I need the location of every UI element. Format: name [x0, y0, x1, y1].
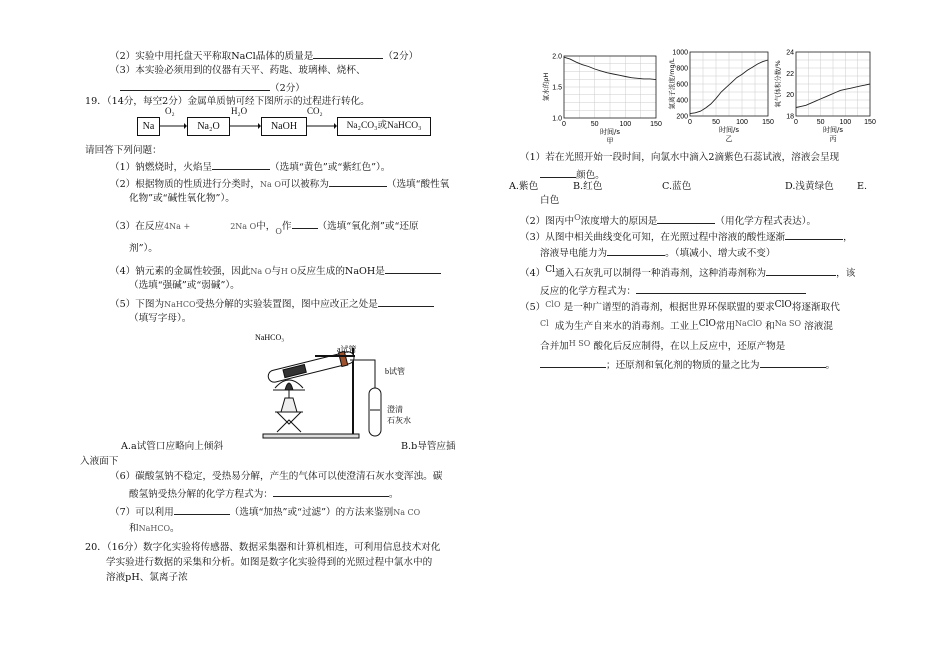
x-axis-label: 时间/s: [599, 128, 621, 136]
test-tube-a-icon: [267, 350, 356, 385]
q18-3: （3）本实验必须用到的仪器有天平、药匙、玻璃棒、烧杯、: [110, 65, 366, 76]
label-lime-1: 澄清: [387, 405, 403, 414]
chart-oxygen: [774, 46, 874, 146]
q20-intro-3: 溶液pH、氯离子浓: [106, 572, 188, 583]
x-tick-label: 100: [619, 121, 632, 128]
flow-arrow-label-3: CO₂: [307, 106, 323, 116]
flow-arrow-label-1: O₂: [165, 106, 175, 116]
y-tick-label: 20: [786, 92, 794, 100]
q19-5-option-b[interactable]: B.b导管应插: [401, 441, 456, 452]
answer-blank[interactable]: [636, 284, 806, 294]
q19-5-option-b-cont: 入液面下: [80, 456, 119, 467]
q19-1: （1）钠燃烧时，火焰呈 （选填“黄色”或“紫红色”）。: [110, 162, 391, 173]
q19-4: （4）钠元素的金属性较强，因此Na O与H O反应生成的NaOH是: [110, 264, 441, 278]
flow-arrow-3: [306, 117, 337, 137]
r-q3: （3）从图中相关曲线变化可知，在光照过程中溶液的酸性逐渐 ，: [520, 232, 853, 243]
flow-arrow-1: [159, 117, 187, 137]
answer-blank[interactable]: [329, 177, 387, 187]
label-nahco3: NaHCO₃: [255, 333, 285, 342]
x-tick-label: 100: [736, 119, 748, 126]
x-tick-label: 50: [816, 119, 825, 126]
flow-arrow-2: [229, 117, 261, 137]
answer-blank[interactable]: [378, 297, 434, 307]
q18-2: （2）实验中用托盘天平称取NaCl晶体的质量是 （2分）: [110, 51, 419, 62]
x-axis-label: 时间/s: [718, 126, 740, 134]
panel-label: 甲: [606, 137, 614, 145]
r-q4-cont: 反应的化学方程式为：: [540, 284, 806, 298]
panel-label: 丙: [829, 135, 837, 143]
q20-intro-2: 学实验进行数据的采集和分析。如图是数字化实验得到的光照过程中氯水中的: [106, 557, 433, 568]
q19-6: （6）碳酸氢钠不稳定，受热易分解，产生的气体可以使澄清石灰水变浑浊。碳: [110, 471, 443, 482]
answer-blank[interactable]: [212, 160, 270, 170]
r-q1-option-c[interactable]: C.蓝色: [662, 181, 692, 192]
x-tick-label: 0: [794, 119, 798, 126]
q19-5-cont: （填写字母）。: [129, 313, 192, 324]
r-q5-line4: ；还原剂和氧化剂的物质的量之比为 。: [540, 358, 835, 372]
q19-7: （7）可以利用 （选填“加热”或“过滤”）的方法来鉴别Na CO: [110, 507, 421, 518]
x-tick-label: 150: [864, 119, 876, 126]
label-tube-b: b试管: [385, 367, 405, 376]
q19-6-cont: 酸氢钠受热分解的化学方程式为： 。: [129, 489, 399, 500]
stand-base-plate: [263, 434, 359, 438]
q19-2: （2）根据物质的性质进行分类时，Na O可以被称为 （选填“酸性氧: [110, 179, 450, 190]
answer-blank[interactable]: [313, 49, 383, 59]
q19-2-cont: 化物”或“碱性氧化物”）。: [129, 193, 235, 204]
x-axis-label: 时间/s: [822, 126, 844, 134]
flow-box-na2co3: Na₂CO₃或NaHCO₃: [337, 117, 431, 136]
answer-blank[interactable]: [785, 230, 843, 240]
x-tick-label: 150: [650, 121, 662, 128]
q18-3-line: （2分）: [120, 81, 305, 95]
answer-blank[interactable]: [174, 505, 230, 515]
y-tick-label: 800: [676, 65, 688, 73]
y-tick-label: 2.0: [552, 53, 562, 61]
answer-blank[interactable]: [540, 168, 576, 178]
y-tick-label: 22: [786, 70, 794, 78]
r-q1: （1）若在光照开始一段时间，向氯水中滴入2滴紫色石蕊试液，溶液会呈现: [520, 152, 840, 163]
flow-box-na: Na: [137, 117, 160, 136]
answer-blank[interactable]: [273, 487, 389, 497]
nahco3-heating-apparatus: [255, 328, 430, 443]
y-tick-label: 18: [786, 113, 794, 121]
q19-3-cont: 剂”）。: [129, 243, 158, 254]
chart-ph: [540, 48, 660, 146]
y-axis-label: 氯离子浓度/mg/L: [668, 58, 676, 110]
q19-3: （3）在反应4Na + 2Na O中，$_O$作 （选填“氧化剂”或“还原: [110, 221, 419, 236]
q19-5-option-a[interactable]: A.a试管口应略向上倾斜: [121, 441, 224, 452]
y-tick-label: 1000: [672, 49, 688, 57]
q19-4-cont: （选填“强碱”或“弱碱”）。: [129, 280, 240, 291]
r-q1-option-e-cont: 白色: [540, 195, 560, 206]
q19-5: （5）下图为NaHCO受热分解的实验装置图，图中应改正之处是: [110, 297, 434, 311]
x-tick-label: 150: [762, 119, 774, 126]
r-q1-cont: 颜色。: [540, 168, 605, 182]
answer-blank[interactable]: [540, 358, 606, 368]
y-tick-label: 24: [786, 49, 794, 57]
answer-blank[interactable]: [760, 358, 826, 368]
r-q3-cont: 溶液导电能力为 。（填减小、增大或不变）: [540, 248, 776, 259]
test-tube-b-icon: [369, 388, 381, 436]
flow-box-naoh: NaOH: [261, 117, 307, 136]
r-q5: $(5)^{ClO}$ 是一种广谱型的消毒剂，根据世界环保联盟的要求ClO将逐渐取代: [520, 300, 840, 313]
answer-blank[interactable]: [120, 81, 270, 91]
alcohol-lamp-icon: [281, 398, 297, 412]
r-q1-option-d[interactable]: D.浅黄绿色: [785, 181, 834, 192]
y-tick-label: 200: [676, 113, 688, 121]
y-tick-label: 1.5: [552, 84, 562, 92]
answer-blank[interactable]: [385, 264, 441, 274]
flow-box-na2o: Na₂O: [187, 117, 230, 136]
r-q1-option-e[interactable]: E.: [857, 181, 868, 192]
r-q4: （4）Cl通入石灰乳可以制得一种消毒剂，这种消毒剂称为 ，该: [520, 265, 856, 279]
answer-blank[interactable]: [607, 246, 665, 256]
x-tick-label: 0: [688, 119, 692, 126]
label-tube-a: a试管: [337, 345, 357, 354]
lab-jack-icon: [277, 412, 301, 432]
y-tick-label: 1.0: [552, 115, 562, 123]
y-tick-label: 600: [676, 81, 688, 89]
y-tick-label: 400: [676, 97, 688, 105]
q19-ask: 请回答下列问题：: [85, 145, 162, 156]
q19-7-cont: 和NaHCO。: [129, 523, 180, 534]
q19-title: 19．（14分，每空2分）金属单质钠可经下图所示的过程进行转化。: [85, 96, 370, 107]
label-lime-2: 石灰水: [387, 416, 411, 425]
x-tick-label: 50: [712, 119, 720, 126]
answer-blank[interactable]: [657, 214, 715, 224]
x-tick-label: 0: [562, 121, 566, 128]
flame-icon: [285, 383, 293, 390]
panel-label: 乙: [725, 135, 733, 143]
answer-blank[interactable]: [292, 219, 318, 229]
y-axis-label: 氯水的pH: [542, 72, 550, 102]
r-q2: （2）图丙中$^O$浓度增大的原因是 （用化学方程式表达）。: [520, 213, 817, 227]
flow-arrow-label-2: H₂O: [231, 106, 248, 116]
r-q1-option-a[interactable]: A.紫色: [509, 181, 539, 192]
answer-blank[interactable]: [766, 266, 836, 276]
r-q5-line2: $^{Cl}$ 成为生产自来水的消毒剂。工业上ClO常用$^{NaClO}$ 和$^{Na SO}$ 溶液混: [540, 319, 833, 332]
r-q5-line3: 合并加$^{H SO}$ 酸化后反应制得，在以上反应中，还原产物是: [540, 339, 786, 352]
r-q1-option-b[interactable]: B.红色: [573, 181, 603, 192]
x-tick-label: 100: [839, 119, 852, 126]
x-tick-label: 50: [590, 121, 599, 128]
q20-intro-1: 20．（16分）数字化实验将传感器、数据采集器和计算机相连，可利用信息技术对化: [85, 542, 441, 553]
y-axis-label: 氧气体积分数/%: [774, 60, 782, 108]
chart-chloride: [662, 46, 772, 146]
